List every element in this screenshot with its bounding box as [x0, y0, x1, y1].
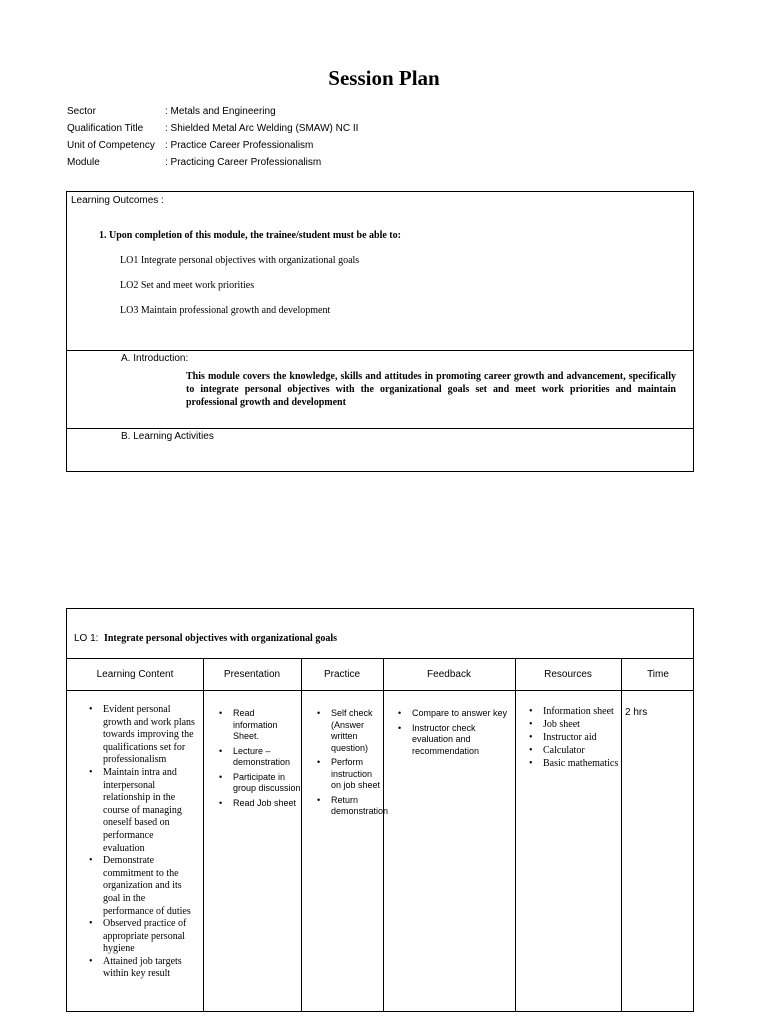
- learning-outcomes-box: [66, 191, 694, 472]
- list-item: • Return demonstration: [331, 795, 381, 818]
- column-divider: [301, 658, 302, 1011]
- list-item: • Read Job sheet: [233, 798, 301, 810]
- meta-row-unit: [67, 140, 313, 151]
- lo-title: Integrate personal objectives with organizational goals: [103, 633, 338, 644]
- meta-value: : Metals and Engineering: [165, 106, 276, 117]
- list-item: • Maintain intra and interpersonal relationship in the course of managing oneself based on performance evaluation: [103, 767, 197, 855]
- list-item: • Participate in group discussion: [233, 772, 301, 795]
- introduction-text: [186, 370, 676, 409]
- list-item: • Calculator: [543, 744, 619, 757]
- meta-key: Qualification Title: [67, 123, 144, 134]
- list-item: • Self check (Answer written question): [331, 708, 381, 754]
- meta-key: Unit of Competency: [67, 140, 155, 151]
- meta-key: Module: [67, 157, 100, 168]
- list-item: • Attained job targets within key result: [103, 956, 197, 981]
- outcomes-heading: 1. Upon completion of this module, the trainee/student must be able to:: [99, 230, 401, 241]
- col-header-learning-content: Learning Content: [96, 669, 174, 680]
- resources-list: [543, 705, 619, 770]
- list-item: • Lecture – demonstration: [233, 746, 301, 769]
- list-item: • Information sheet: [543, 705, 619, 718]
- divider: [67, 428, 693, 429]
- list-item: • Perform instruction on job sheet: [331, 757, 381, 792]
- introduction-label: A. Introduction:: [121, 353, 189, 364]
- meta-row-module: [67, 157, 321, 168]
- meta-key: Sector: [67, 106, 96, 117]
- col-header-practice: Practice: [323, 669, 361, 680]
- col-header-feedback: Feedback: [427, 669, 471, 680]
- divider: [67, 690, 693, 691]
- list-item: • Instructor aid: [543, 731, 619, 744]
- outcome-lo2: LO2 Set and meet work priorities: [120, 280, 255, 291]
- list-item: • Read information Sheet.: [233, 708, 301, 743]
- column-divider: [203, 658, 204, 1011]
- list-item: • Evident personal growth and work plans towards improving the qualifications set for professionalism: [103, 704, 197, 767]
- introduction-paragraph: This module covers the knowledge, skills and attitudes in promoting career growth and advancement, specifically to integrate personal objectives with the organizational goals set and meet work priorities and maintain professional growth and development: [186, 371, 676, 408]
- list-item: • Observed practice of appropriate personal hygiene: [103, 918, 197, 956]
- lo-header: [74, 633, 337, 644]
- meta-value: : Practicing Career Professionalism: [165, 157, 322, 168]
- list-item: • Job sheet: [543, 718, 619, 731]
- presentation-list: [233, 708, 301, 809]
- page-title: Session Plan: [328, 66, 440, 90]
- lo-label: LO 1:: [74, 633, 99, 644]
- list-item: • Basic mathematics: [543, 757, 619, 770]
- column-divider: [383, 658, 384, 1011]
- feedback-list: [412, 708, 510, 757]
- time-value: 2 hrs: [625, 707, 648, 718]
- col-header-time: Time: [647, 669, 669, 680]
- col-header-resources: Resources: [544, 669, 592, 680]
- activities-label: B. Learning Activities: [121, 431, 214, 442]
- column-divider: [621, 658, 622, 1011]
- meta-value: : Shielded Metal Arc Welding (SMAW) NC II: [165, 123, 359, 134]
- meta-value: : Practice Career Professionalism: [165, 140, 314, 151]
- outcome-lo3: LO3 Maintain professional growth and development: [120, 305, 331, 316]
- list-item: • Compare to answer key: [412, 708, 510, 720]
- outcome-lo1: LO1 Integrate personal objectives with organizational goals: [120, 255, 360, 266]
- column-divider: [515, 658, 516, 1011]
- meta-row-qualification: [67, 123, 358, 134]
- learning-content-list: [103, 704, 197, 981]
- divider: [67, 658, 693, 659]
- list-item: • Demonstrate commitment to the organization and its goal in the performance of duties: [103, 855, 197, 918]
- list-item: • Instructor check evaluation and recommendation: [412, 723, 510, 758]
- meta-row-sector: [67, 106, 276, 117]
- practice-list: [331, 708, 389, 818]
- divider: [67, 350, 693, 351]
- outcomes-label: Learning Outcomes :: [71, 195, 164, 206]
- lo1-table: [66, 608, 694, 1012]
- col-header-presentation: Presentation: [223, 669, 281, 680]
